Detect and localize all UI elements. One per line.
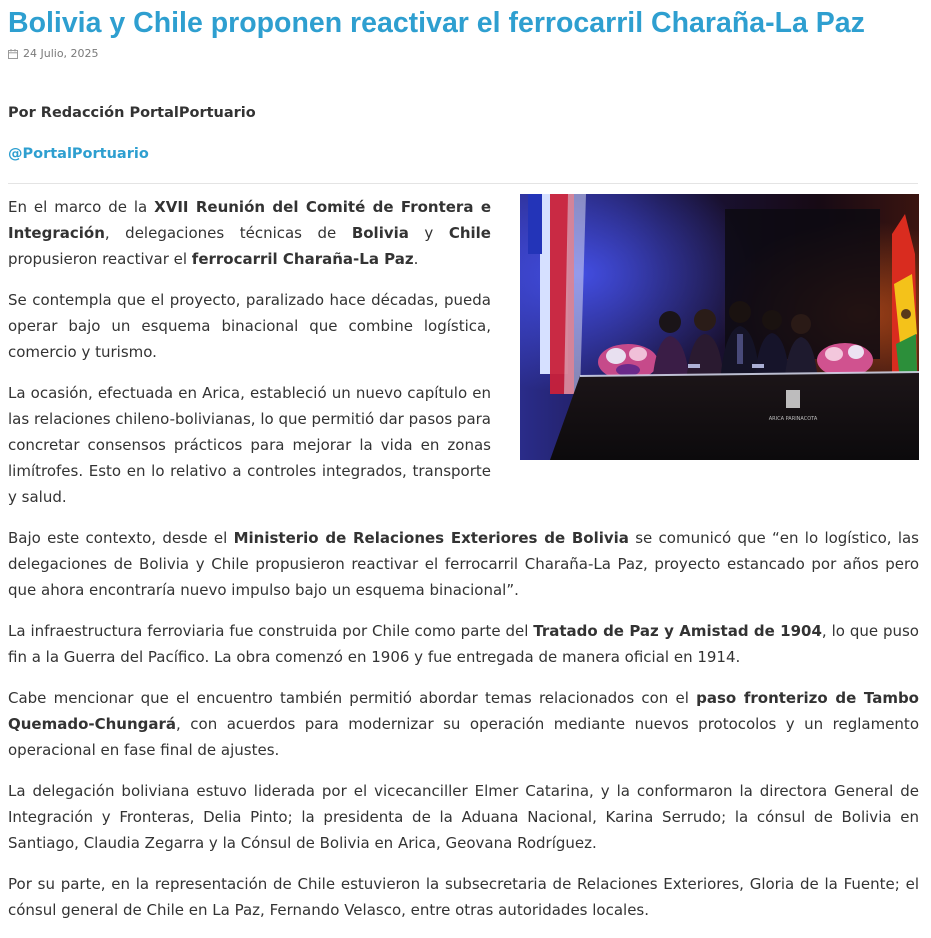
text-run: La ocasión, efectuada en Arica, estableció un nuevo capítulo en las relaciones chileno-bolivianas, lo que permitió dar pasos para concretar consensos prácticos para mejorar la vida en zonas limítrofes. Esto en lo relativo a controles integrados, transporte y salud. [8,384,491,506]
svg-text:ARICA PARINACOTA: ARICA PARINACOTA [768,416,818,422]
text-run: se comunicó que “en lo logístico, las delegaciones de Bolivia y Chile propusieron reactivar el ferrocarril Charaña-La Paz, proyecto estancado por años pero que ahora encontraría nuevo impulso bajo un esquema binacional”. [8,529,919,599]
text-run: Bajo este contexto, desde el [8,529,234,547]
article-title[interactable]: Bolivia y Chile proponen reactivar el ferrocarril Charaña-La Paz [8,7,865,39]
bold-text: Bolivia [351,224,409,242]
text-run: Por su parte, en la representación de Chile estuvieron la subsecretaria de Relaciones Exteriores, Gloria de la Fuente; el cónsul general de Chile en La Paz, Fernando Velasco, entre otras autoridades locales. [8,875,919,919]
text-run: En el marco de la [8,198,155,216]
paragraph [8,618,919,670]
text-run: La delegación boliviana estuvo liderada por el vicecanciller Elmer Catarina, y la conformaron la directora General de Integración y Fronteras, Delia Pinto; la presidenta de la Aduana Nacional, Karina Serrudo; la cónsul de Bolivia en Santiago, Claudia Zegarra y la Cónsul de Bolivia en Arica, Geovana Rodríguez. [8,782,919,852]
paragraph [8,685,919,763]
text-run: Se contempla que el proyecto, paralizado hace décadas, pueda operar bajo un esquema binacional que combine logística, comercio y turismo. [8,291,491,361]
bold-text: Tratado de Paz y Amistad de 1904 [533,622,822,640]
bold-text: ferrocarril Charaña-La Paz [191,250,414,268]
text-run: La infraestructura ferroviaria fue construida por Chile como parte del [8,622,534,640]
bold-text: Chile [448,224,491,242]
article-body [8,194,919,938]
text-run: . [413,250,419,268]
publish-date: 24 Julio, 2025 [23,47,99,60]
article-author: Por Redacción PortalPortuario [8,105,256,121]
calendar-icon [8,49,18,59]
paragraph [8,778,919,856]
paragraph [8,871,919,923]
header-divider [8,183,918,184]
author-handle-link[interactable]: @PortalPortuario [8,146,149,162]
text-run: , lo que puso fin a la Guerra del Pacífico. La obra comenzó en 1906 y fue entregada de manera oficial en 1914. [8,622,919,666]
text-run: , con acuerdos para modernizar su operación mediante nuevos protocolos y un reglamento operacional en fase final de ajustes. [8,715,919,759]
paragraph [8,525,919,603]
bold-text: paso fronterizo de Tambo Quemado-Chungará [8,689,919,733]
article-photo[interactable] [520,194,919,460]
conference-table [550,372,919,460]
bold-text: XVII Reunión del Comité de Frontera e Integración [8,198,491,242]
text-run: propusieron reactivar el [8,250,192,268]
text-run: Cabe mencionar que el encuentro también permitió abordar temas relacionados con el [8,689,697,707]
text-run: y [408,224,449,242]
article-meta [8,46,99,62]
bold-text: Ministerio de Relaciones Exteriores de Bolivia [233,529,629,547]
text-run: , delegaciones técnicas de [104,224,352,242]
